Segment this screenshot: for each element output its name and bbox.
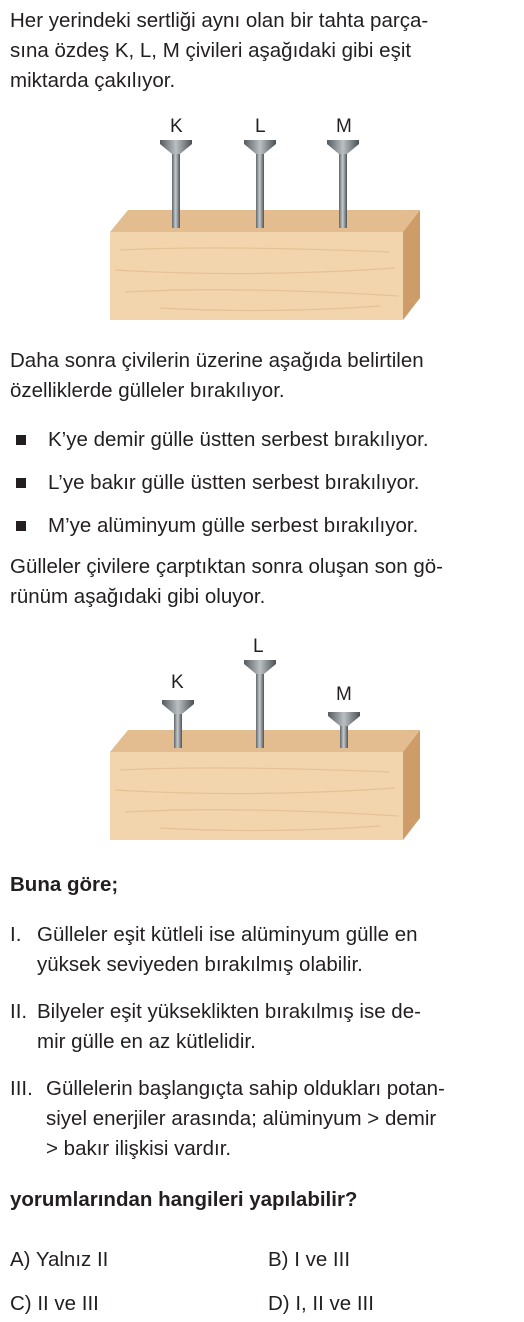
option-d[interactable]: D) I, II ve III (268, 1292, 374, 1315)
para3-line-1: Gülleler çivilere çarptıktan sonra oluşan son gö- (10, 555, 443, 578)
bullet-item-l (10, 468, 520, 498)
square-bullet-icon (16, 435, 26, 445)
bullet-item-k (10, 425, 520, 455)
statement-1-line-1: Gülleler eşit kütleli ise alüminyum gülle en (37, 923, 418, 946)
bullet-text: M’ye alüminyum gülle serbest bırakılıyor. (48, 514, 419, 537)
intro-line-1: Her yerindeki sertliği aynı olan bir tahta parça- (10, 9, 429, 32)
bullet-text: K’ye demir gülle üstten serbest bırakılıyor. (48, 428, 429, 451)
para2-line-2: özelliklerde gülleler bırakılıyor. (10, 379, 285, 402)
statement-1 (37, 920, 518, 980)
question-lead: Buna göre; (10, 873, 119, 896)
question-text: yorumlarından hangileri yapılabilir? (10, 1188, 358, 1211)
statement-2-number: II. (10, 1000, 28, 1023)
bullet-item-m (10, 511, 520, 541)
para3-line-2: rünüm aşağıdaki gibi oluyor. (10, 585, 266, 608)
intro-line-3: miktarda çakılıyor. (10, 69, 176, 92)
intro-line-2: sına özdeş K, L, M çivileri aşağıdaki gibi eşit (10, 39, 412, 62)
figure-nails-before (100, 110, 430, 325)
label-m: M (336, 684, 352, 705)
statement-3-line-2: siyel enerjiler arasında; alüminyum > demir (46, 1107, 437, 1130)
wood-top-face (110, 210, 420, 232)
square-bullet-icon (16, 478, 26, 488)
statement-3-line-3: > bakır ilişkisi vardır. (46, 1137, 232, 1160)
option-a[interactable]: A) Yalnız II (10, 1248, 109, 1271)
statement-2 (37, 997, 518, 1057)
wood-top-face (110, 730, 420, 752)
paragraph-3 (10, 552, 520, 612)
option-c[interactable]: C) II ve III (10, 1292, 99, 1315)
statement-3 (46, 1074, 518, 1164)
statement-3-number: III. (10, 1077, 33, 1100)
statement-2-line-2: mir gülle en az kütlelidir. (37, 1030, 256, 1053)
statement-1-line-2: yüksek seviyeden bırakılmış olabilir. (37, 953, 363, 976)
intro-paragraph (10, 6, 520, 96)
option-b[interactable]: B) I ve III (268, 1248, 351, 1271)
para2-line-1: Daha sonra çivilerin üzerine aşağıda belirtilen (10, 349, 424, 372)
figure-nails-after (100, 630, 430, 845)
label-k: K (170, 116, 183, 137)
statement-1-number: I. (10, 923, 22, 946)
paragraph-2 (10, 346, 520, 406)
square-bullet-icon (16, 521, 26, 531)
label-m: M (336, 116, 352, 137)
statement-3-line-1: Güllelerin başlangıçta sahip oldukları potan- (46, 1077, 445, 1100)
statement-2-line-1: Bilyeler eşit yükseklikten bırakılmış ise de- (37, 1000, 421, 1023)
label-l: L (255, 116, 266, 137)
label-k: K (171, 672, 184, 693)
bullet-text: L’ye bakır gülle üstten serbest bırakılıyor. (48, 471, 420, 494)
label-l: L (253, 636, 264, 657)
